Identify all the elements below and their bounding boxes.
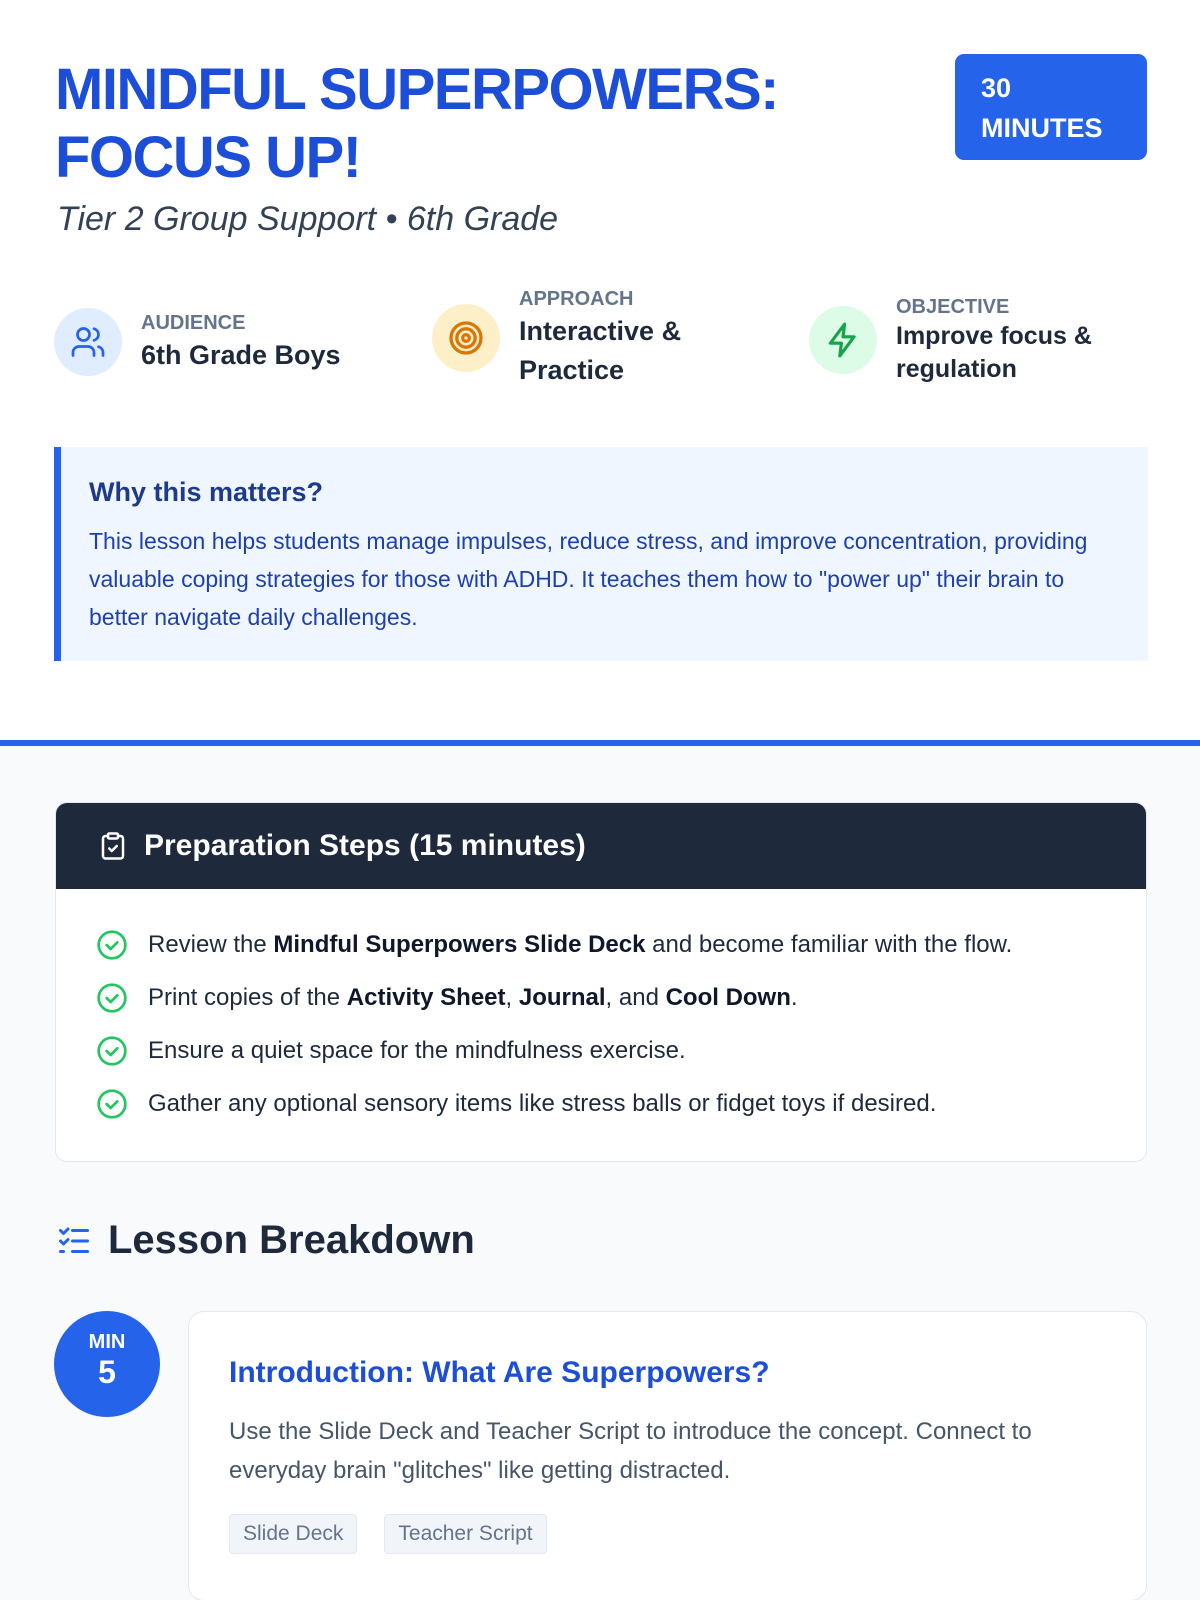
preparation-list bbox=[56, 889, 1146, 1130]
preparation-title: Preparation Steps (15 minutes) bbox=[144, 829, 586, 862]
why-heading: Why this matters? bbox=[89, 477, 324, 507]
why-callout bbox=[54, 447, 1148, 661]
title-line-1: MINDFUL SUPERPOWERS: bbox=[55, 57, 778, 122]
minutes-badge bbox=[54, 1311, 160, 1417]
check-circle-icon bbox=[96, 982, 128, 1014]
why-body: This lesson helps students manage impulses, reduce stress, and improve concentration, providing valuable coping strategies for those with ADHD. It teaches them how to "power up" their brain to better navigate daily challenges. bbox=[89, 528, 1088, 630]
check-circle-icon bbox=[96, 929, 128, 961]
check-circle-icon bbox=[96, 1035, 128, 1067]
lesson-step-title: Introduction: What Are Superpowers? bbox=[229, 1356, 770, 1389]
duration-unit: MINUTES bbox=[981, 113, 1103, 143]
meta-label: OBJECTIVE bbox=[896, 296, 1010, 318]
list-item bbox=[96, 918, 1146, 971]
resource-tag: Teacher Script bbox=[384, 1514, 546, 1554]
meta-label: APPROACH bbox=[519, 288, 634, 310]
list-item bbox=[96, 1077, 1146, 1130]
minutes-label: MIN bbox=[88, 1331, 126, 1353]
lesson-step-card bbox=[188, 1311, 1147, 1600]
list-item bbox=[96, 1024, 1146, 1077]
preparation-header bbox=[56, 803, 1146, 889]
list-item-text: Gather any optional sensory items like stress balls or fidget toys if desired. bbox=[148, 1089, 937, 1117]
list-item-text: Print copies of the Activity Sheet, Journal, and Cool Down. bbox=[148, 983, 798, 1011]
list-item bbox=[96, 971, 1146, 1024]
duration-value: 30 bbox=[981, 73, 1012, 103]
meta-value: Improve focus & regulation bbox=[896, 322, 1092, 383]
page-title bbox=[55, 56, 895, 192]
list-checks-icon bbox=[56, 1223, 92, 1259]
meta-audience bbox=[54, 308, 341, 376]
lightning-icon bbox=[809, 306, 877, 374]
meta-value: Interactive & Practice bbox=[519, 316, 682, 385]
resource-tags bbox=[229, 1514, 1106, 1554]
preparation-card bbox=[55, 802, 1147, 1162]
minutes-value: 5 bbox=[98, 1354, 116, 1390]
meta-label: AUDIENCE bbox=[141, 311, 246, 334]
page-subtitle: Tier 2 Group Support • 6th Grade bbox=[57, 200, 559, 238]
resource-tag: Slide Deck bbox=[229, 1514, 357, 1554]
duration-badge bbox=[955, 54, 1147, 160]
users-icon bbox=[54, 308, 122, 376]
lesson-step-body: Use the Slide Deck and Teacher Script to introduce the concept. Connect to everyday brain "glitches" like getting distracted. bbox=[229, 1418, 1032, 1484]
lesson-breakdown-header bbox=[56, 1218, 475, 1263]
list-item-text: Review the Mindful Superpowers Slide Deck and become familiar with the flow. bbox=[148, 930, 1013, 958]
lesson-breakdown-title: Lesson Breakdown bbox=[108, 1218, 475, 1262]
target-icon bbox=[432, 304, 500, 372]
clipboard-check-icon bbox=[98, 831, 128, 861]
title-line-2: FOCUS UP! bbox=[55, 125, 361, 190]
section-divider bbox=[0, 740, 1200, 746]
list-item-text: Ensure a quiet space for the mindfulness exercise. bbox=[148, 1036, 686, 1064]
check-circle-icon bbox=[96, 1088, 128, 1120]
meta-value: 6th Grade Boys bbox=[141, 339, 341, 370]
meta-approach bbox=[432, 286, 719, 390]
meta-objective bbox=[809, 294, 1116, 386]
